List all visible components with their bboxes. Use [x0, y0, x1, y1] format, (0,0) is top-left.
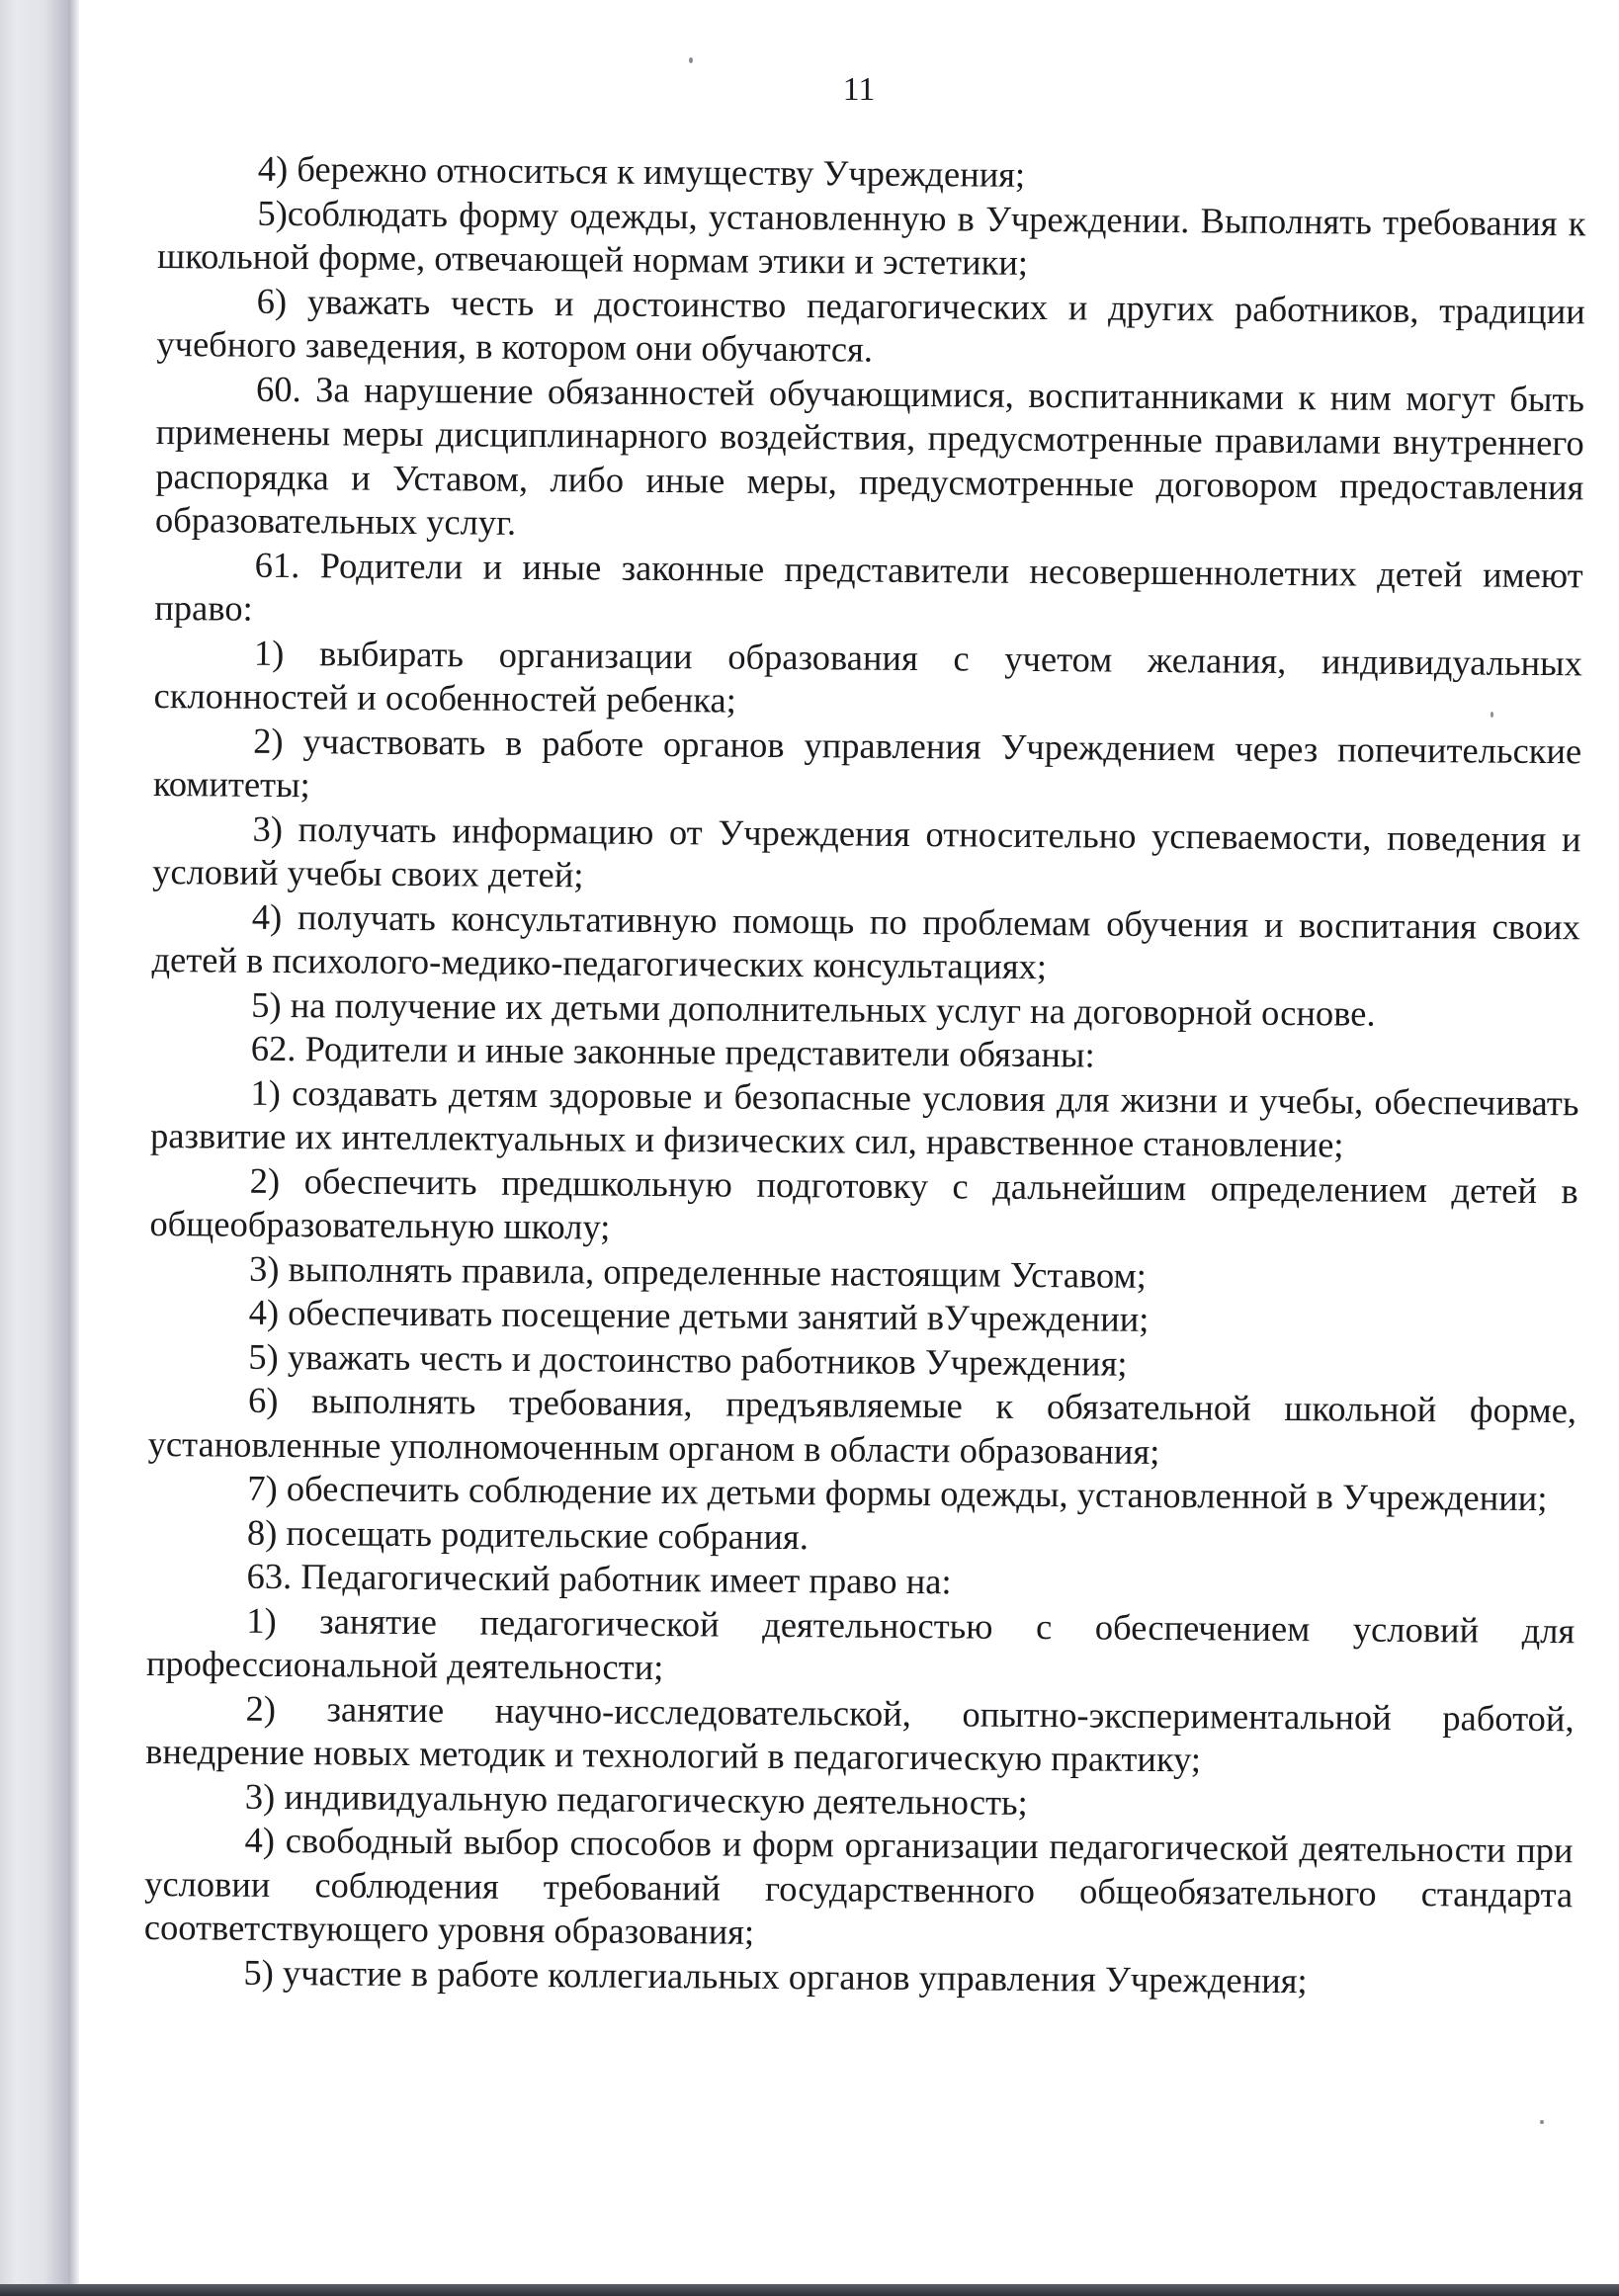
paragraph: 8) посещать родительские собрания. [246, 1511, 810, 1557]
paragraph: 5) уважать честь и достоинство работников Учреждения; [248, 1335, 1128, 1384]
paragraph: 4) получать консультативную помощь по проблемам обучения и воспитания своих детей в психолого-медико-педагогических консультациях; [151, 895, 1581, 987]
paragraph: 4) обеспечивать посещение детьми занятий вУчреждении; [248, 1291, 1150, 1339]
paragraph: 61. Родители и иные законные представители несовершеннолетних детей имеют право: [154, 544, 1583, 629]
paragraph: 3) выполнять правила, определенные настоящим Уставом; [248, 1247, 1147, 1296]
paragraph: 3) индивидуальную педагогическую деятельность; [244, 1775, 1028, 1823]
paragraph: 6) выполнять требования, предъявляемые к обязательной школьной форме, установленные уполномоченным органом в области образования; [147, 1379, 1577, 1472]
paragraph: 60. За нарушение обязанностей обучающимися, воспитанниками к ним могут быть применены меры дисциплинарного воздействия, предусмотренные правилами внутреннего распорядка и Уставом, либо иные меры, предусмотренные договором предоставления образовательных услуг. [154, 368, 1585, 543]
paragraph: 2) участвовать в работе органов управления Учреждением через попечительские комитеты; [152, 720, 1582, 806]
paragraph: 5)соблюдать форму одежды, установленную в Учреждении. Выполнять требования к школьной форме, отвечающей нормам этики и эстетики; [156, 192, 1586, 283]
document-body [143, 146, 1586, 2004]
scan-speck [1491, 712, 1493, 718]
paragraph: 5) участие в работе коллегиальных органов управления Учреждения; [243, 1951, 1308, 2000]
paragraph: 63. Педагогический работник имеет право на: [246, 1555, 952, 1602]
paragraph: 62. Родители и иные законные представители обязаны: [250, 1027, 1095, 1075]
scan-speck [689, 57, 693, 63]
paragraph: 2) обеспечить предшкольную подготовку с дальнейшим определением детей в общеобразовательную школу; [149, 1159, 1578, 1247]
scan-binding-shadow [0, 0, 79, 2296]
paragraph: 1) занятие педагогической деятельностью с обеспечением условий для профессиональной деятельности; [145, 1599, 1576, 1688]
paragraph: 2) занятие научно-исследовательской, опытно-экспериментальной работой, внедрение новых методик и технологий в педагогическую практику; [145, 1687, 1575, 1780]
paragraph: 1) выбирать организации образования с учетом желания, индивидуальных склонностей и особенностей ребенка; [153, 632, 1583, 721]
paragraph: 4) бережно относиться к имуществу Учреждения; [257, 147, 1026, 195]
scan-speck [1540, 2120, 1544, 2124]
paragraph: 6) уважать честь и достоинство педагогических и других работников, традиции учебного заведения, в котором они обучаются. [156, 280, 1585, 370]
paragraph: 7) обеспечить соблюдение их детьми формы одежды, установленной в Учреждении; [247, 1467, 1548, 1519]
paragraph: 1) создавать детям здоровые и безопасные условия для жизни и учебы, обеспечивать развитие их интеллектуальных и физических сил, нравственное становление; [149, 1071, 1579, 1165]
scan-bottom-edge [0, 2284, 1619, 2296]
document-page [79, 0, 1619, 2284]
page-number: 11 [842, 71, 876, 108]
paragraph: 3) получать информацию от Учреждения относительно успеваемости, поведения и условий учебы своих детей; [152, 808, 1581, 895]
paragraph: 5) на получение их детьми дополнительных услуг на договорной основе. [251, 983, 1376, 1034]
paragraph: 4) свободный выбор способов и форм организации педагогической деятельности при условии соблюдения требований государственного общеобязательного стандарта соответствующего уровня образования; [143, 1819, 1574, 1952]
